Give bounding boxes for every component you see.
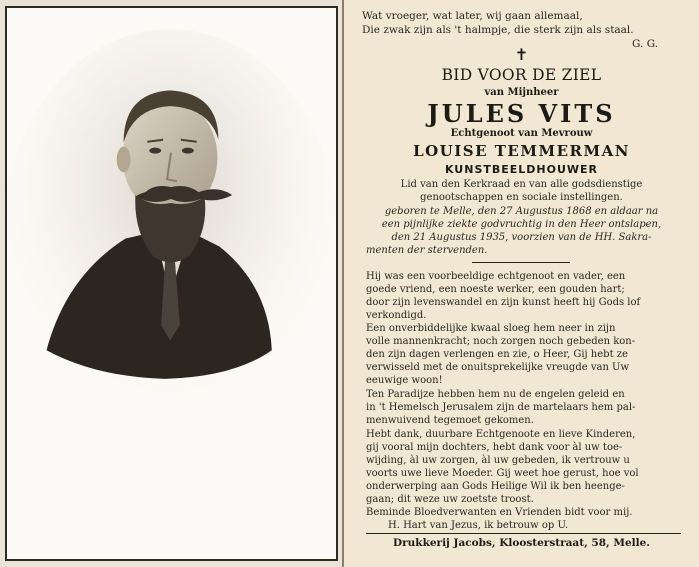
text-line: eeuwige woon! xyxy=(366,375,443,386)
text-line: Beminde Bloedverwanten en Vrienden bidt voor mij. xyxy=(366,507,633,518)
paragraph-prayer xyxy=(366,506,681,532)
deceased-name: JULES VITS xyxy=(427,99,616,128)
poem-line-1: Wat vroeger, wat later, wij gaan allemaal, xyxy=(362,10,583,22)
text-line: H. Hart van Jezus, ik betrouw op U. xyxy=(388,520,569,531)
text-line: onderwerping aan Gods Heilige Wil ik ben heenge- xyxy=(366,481,625,492)
text-line: Hij was een voorbeeldige echtgenoot en vader, een xyxy=(366,271,626,282)
membership-line: genootschappen en sociale instellingen. xyxy=(420,192,623,203)
birth-death-line: geboren te Melle, den 27 Augustus 1868 en aldaar na xyxy=(384,206,659,217)
text-line: goede vriend, een noeste werker, een gouden hart; xyxy=(366,284,625,295)
birth-death-line: een pijnlijke ziekte godvruchtig in den Heer ontslapen, xyxy=(381,219,662,230)
portrait-card xyxy=(0,0,344,567)
spouse-name: LOUISE TEMMERMAN xyxy=(413,142,630,160)
profession: KUNSTBEELDHOUWER xyxy=(444,163,599,176)
text-line: Een onverbiddelijke kwaal sloeg hem neer in zijn xyxy=(366,323,616,334)
text-line: Hebt dank, duurbare Echtgenoote en lieve Kinderen, xyxy=(366,429,636,440)
poem-signature: G. G. xyxy=(632,38,659,50)
poem-line-2: Die zwak zijn als 't halmpje, die sterk zijn als staal. xyxy=(362,24,634,36)
text-line: gij vooral mijn dochters, hebt dank voor àl uw toe- xyxy=(366,442,623,453)
text-line: verwisseld met de onuitsprekelijke vreugde van Uw xyxy=(366,362,630,373)
text-line: den zijn dagen verlengen en zie, o Heer, Gij hebt ze xyxy=(366,349,628,360)
text-line: Ten Paradijze hebben hem nu de engelen geleid en xyxy=(366,389,625,400)
text-line: voorts uwe lieve Moeder. Gij weet hoe gerust, hoe vol xyxy=(366,468,639,479)
birth-death-line: menten der stervenden. xyxy=(366,245,488,256)
paragraph-illness xyxy=(366,322,681,387)
portrait-frame xyxy=(5,6,338,561)
text-line: menwuivend tegemoet gekomen. xyxy=(366,415,534,426)
printer-credit: Drukkerij Jacobs, Kloosterstraat, 58, Melle. xyxy=(393,537,650,549)
text-line: door zijn levenswandel en zijn kunst heeft hij Gods lof xyxy=(366,297,641,308)
paragraph-paradise xyxy=(366,388,681,427)
membership-line: Lid van den Kerkraad en van alle godsdienstige xyxy=(400,179,643,190)
text-line: volle mannenkracht; noch zorgen noch gebeden kon- xyxy=(366,336,636,347)
text-line: verkondigd. xyxy=(366,310,427,321)
text-line: in 't Hemelsch Jerusalem zijn de martelaars hem pal- xyxy=(366,402,636,413)
paragraph-thanks xyxy=(366,428,681,506)
portrait-photo xyxy=(7,8,336,559)
spouse-label: Echtgenoot van Mevrouw xyxy=(450,128,593,139)
text-line: wijding, àl uw zorgen, àl uw gebeden, ik vertrouw u xyxy=(366,455,630,466)
text-line: gaan; dit weze uw zoetste troost. xyxy=(366,494,534,505)
prayer-heading: BID VOOR DE ZIEL xyxy=(441,66,602,84)
birth-death-line: den 21 Augustus 1935, voorzien van de HH. Sakra- xyxy=(391,232,652,243)
paragraph-tribute xyxy=(366,270,681,322)
section-divider xyxy=(472,262,570,263)
cross-icon: ✝ xyxy=(514,45,529,64)
footer-divider xyxy=(366,533,681,534)
van-mijnheer: van Mijnheer xyxy=(484,87,559,98)
memorial-text-card xyxy=(344,0,699,567)
